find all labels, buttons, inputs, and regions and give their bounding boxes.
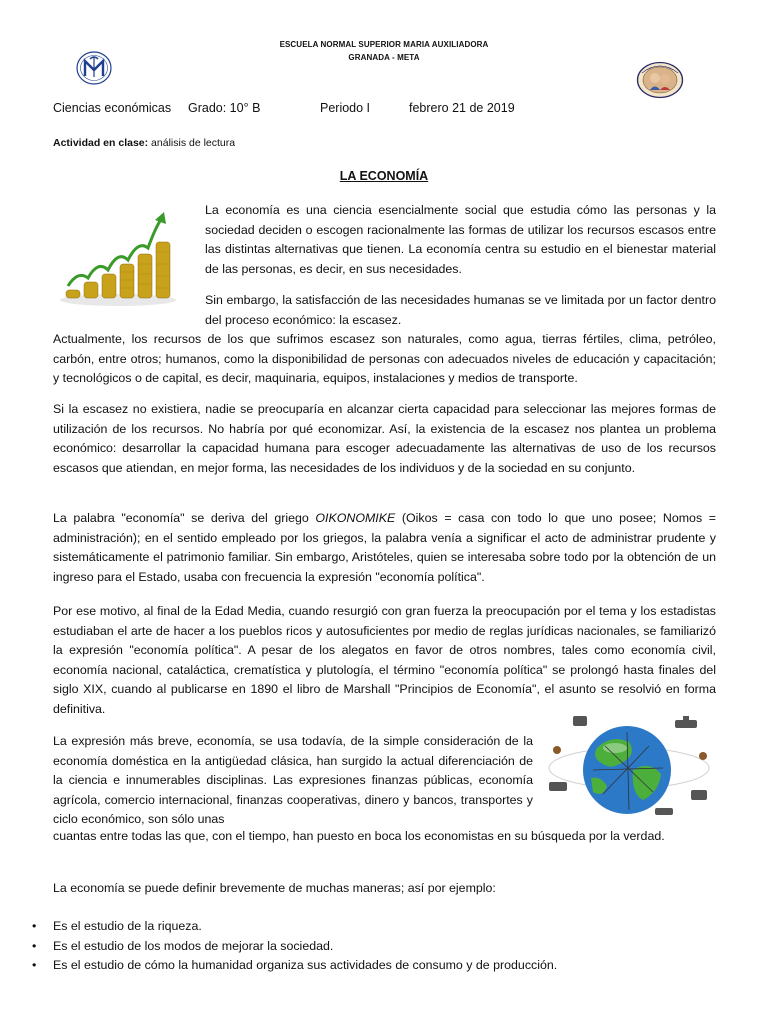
paragraph-6-full bbox=[53, 827, 716, 847]
paragraph-6-wrapped bbox=[53, 732, 533, 830]
list-item-text: Es el estudio de los modos de mejorar la sociedad. bbox=[53, 938, 334, 953]
bullet-icon: • bbox=[32, 919, 37, 933]
paragraph-4-end: (Oikos = casa con todo lo que uno posee; Nomos = administración); en el sentido empleado por los griegos, la palabra venía a significar el acto de administrar prudente y sistemáticamente el patrimonio familiar. Sin embargo, Aristóteles, quien se interesaba sobre todo por la obtención de un ingreso para el Estado, usaba con frecuencia la expresión "economía política". bbox=[53, 511, 716, 584]
list-item-text: Es el estudio de cómo la humanidad organiza sus actividades de consumo y de producción. bbox=[53, 958, 558, 972]
school-logo-right bbox=[636, 61, 684, 99]
globe-illustration bbox=[545, 712, 713, 822]
greek-word: OIKONOMIKE bbox=[315, 511, 396, 525]
activity-value: análisis de lectura bbox=[151, 137, 236, 149]
paragraph-4-start: La palabra "economía" se deriva del griego bbox=[53, 511, 316, 525]
paragraph-2 bbox=[53, 291, 716, 389]
document-title: LA ECONOMÍA bbox=[339, 169, 429, 183]
paragraph-1-text: La economía es una ciencia esencialmente social que estudia cómo las personas y la sociedad deciden o escogen racionalmente las formas de utilizar los recursos escasos entre las distintas alternativas que tienen. La economía centra su estudio en el bienestar material de las personas, es decir, en sus necesidades. bbox=[205, 203, 716, 276]
date-label: febrero 21 de 2019 bbox=[409, 101, 515, 115]
bullet-icon: • bbox=[32, 938, 37, 953]
list-item bbox=[32, 937, 722, 957]
paragraph-6-part1: La expresión más breve, economía, se usa todavía, de la simple consideración de la economía doméstica en la antigüedad clásica, han surgido la actual diferenciación de la ciencia e innumerables disciplinas. Las expresiones finanzas públicas, economía agrícola, comercio internacional, finanzas cooperativas, dinero y bancos, transportes y ciclo económico, son sólo unas bbox=[53, 734, 533, 826]
grade-label: Grado: 10° B bbox=[188, 101, 261, 115]
paragraph-4 bbox=[53, 509, 716, 587]
list-item-text: Es el estudio de la riqueza. bbox=[53, 919, 202, 933]
period-label: Periodo I bbox=[320, 101, 371, 115]
list-item bbox=[32, 956, 722, 976]
paragraph-4-text bbox=[53, 509, 716, 587]
paragraph-2-rest: Actualmente, los recursos de los que sufrimos escasez son naturales, como agua, tierras fértiles, clima, petróleo, carbón, entre otros; humanos, como la disponibilidad de personas con adecuados niveles de educación y capacitación; y tecnológicos o de capital, es decir, maquinaria, equipos, instalaciones y medios de transporte. bbox=[53, 332, 716, 385]
paragraph-5-text: Por ese motivo, al final de la Edad Media, cuando resurgió con gran fuerza la preocupación por el tema y los estadistas estudiaban el arte de hacer a los pueblos ricos y autosuficientes por medio de reglas jurídicas nacionales, se familiarizó la expresión "economía política". A pesar de los alegatos en favor de otros nombres, tales como economía civil, economía nacional, cataláctica, crematística y plutología, el término "economía política" se prolongó hasta finales del siglo XIX, cuando al publicarse en 1890 el libro de Marshall "Principios de Economía", el asunto se resolvió en forma definitiva. bbox=[53, 604, 716, 716]
paragraph-3-text: Si la escasez no existiera, nadie se preocuparía en alcanzar cierta capacidad para seleccionar las mejores formas de utilización de los recursos. No habría por qué economizar. Así, la existencia de la escasez nos plantea un problema económico: desarrollar la capacidad humana para escoger adecuadamente las alternativas de uso de los recursos escasos que atiendan, en mejor forma, las necesidades de los individuos y de la sociedad en su conjunto. bbox=[53, 402, 716, 475]
paragraph-7 bbox=[53, 879, 716, 899]
activity-label: Actividad en clase: bbox=[53, 137, 149, 149]
bullet-icon: • bbox=[32, 958, 37, 972]
definitions-list bbox=[32, 917, 722, 976]
paragraph-6-part2: cuantas entre todas las que, con el tiempo, han puesto en boca los economistas en su búsqueda por la verdad. bbox=[53, 829, 665, 843]
school-name: ESCUELA NORMAL SUPERIOR MARIA AUXILIADORA bbox=[279, 40, 489, 49]
list-item bbox=[32, 917, 722, 937]
paragraph-1 bbox=[205, 201, 716, 279]
paragraph-5 bbox=[53, 602, 716, 719]
activity-line bbox=[53, 137, 235, 149]
school-location: GRANADA - META bbox=[348, 53, 420, 62]
paragraph-2-first: Sin embargo, la satisfacción de las necesidades humanas se ve limitada por un factor dentro del proceso económico: la escasez. bbox=[205, 293, 716, 327]
paragraph-3 bbox=[53, 400, 716, 478]
paragraph-7-text: La economía se puede definir brevemente de muchas maneras; así por ejemplo: bbox=[53, 881, 496, 895]
subject-label: Ciencias económicas bbox=[53, 101, 172, 115]
